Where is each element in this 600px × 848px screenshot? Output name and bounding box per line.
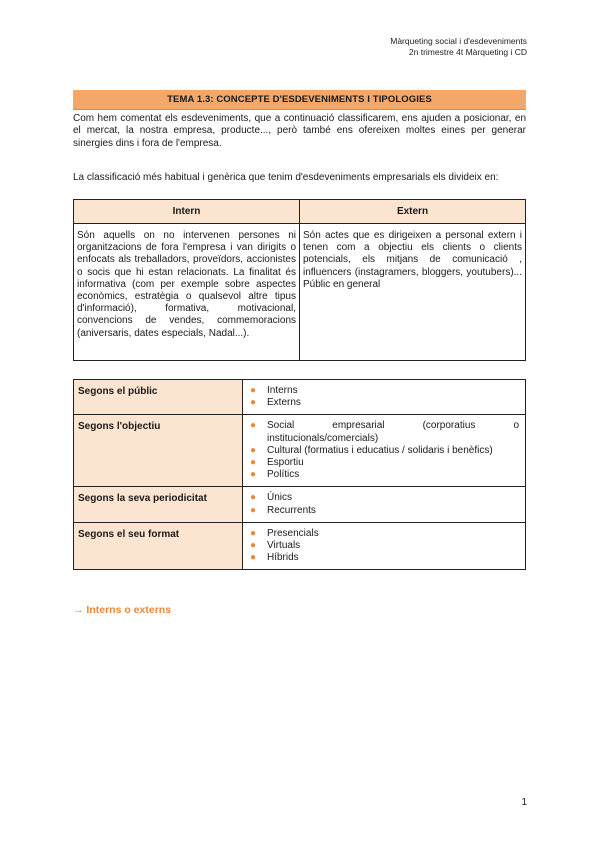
list-item: ● Recurrents [250,504,316,516]
bullet-icon: ● [250,457,257,469]
row-values-periodicity [243,487,526,522]
bullet-icon: ● [250,469,257,481]
list-item: ● Esportiu [250,457,304,469]
row-values-objective [243,415,526,487]
classification-table [73,379,526,570]
cell-intern-description: Són aquells on no intervenen persones ni organitzacions de fora l'empresa i van dirigits o enfocats als treballadors, proveïdors, accionistes o socis que hi estan relacionats. La finalitat és informativa (com per exemple sobre aspectes econòmics, estratègia o qualsevol altre tipus d'informació), formativa, motivacional, convencions de vendes, commemoracions (aniversaris, dates especials, Nadal...). [74,224,300,361]
bullet-icon: ● [250,527,257,539]
section-link-interns-externs[interactable]: → Interns o externs [73,604,172,616]
bullet-icon: ● [250,504,257,516]
list-item: ● Cultural (formatius i educatius / solidaris i benèfics) [250,444,493,456]
bullet-icon: ● [250,552,257,564]
row-label-periodicity: Segons la seva periodicitat [74,487,243,522]
intern-extern-table [73,199,526,361]
intro-paragraph: Com hem comentat els esdeveniments, que a continuació classificarem, ens ajuden a posicionar, en el mercat, la nostra empresa, producte..., però també ens ofereixen moltes eines per generar sinergies dins i fora de l'empresa. [73,113,526,149]
table-row [74,380,526,415]
row-values-public [243,380,526,415]
bullet-icon: ● [250,540,257,552]
list-item: ● Únics [250,492,293,504]
header-extern: Extern [300,200,526,224]
list-item: ● Interns [250,385,298,396]
table-row [74,415,526,487]
row-label-objective: Segons l'objectiu [74,415,243,487]
header-term: 2n trimestre 4t Màrqueting i CD [408,47,527,57]
list-item: ● Social empresarial (corporatius o institucionals/comercials) [250,420,519,444]
table-row [74,522,526,570]
table-row [74,224,526,361]
bullet-icon: ● [250,397,257,409]
list-item: ● Presencials [250,527,319,539]
section-title: TEMA 1.3: CONCEPTE D'ESDEVENIMENTS I TIPOLOGIES [73,90,526,110]
list-item: ● Híbrids [250,552,299,564]
header-intern: Intern [74,200,300,224]
bullet-icon: ● [250,444,257,456]
page-number: 1 [521,797,527,808]
bullet-icon: ● [250,492,257,504]
row-values-format [243,522,526,570]
list-item: ● Virtuals [250,540,301,552]
classification-paragraph: La classificació més habitual i genèrica que tenim d'esdeveniments empresarials els divideix en: [73,172,499,183]
table-row [74,487,526,522]
cell-extern-description: Són actes que es dirigeixen a personal extern i tenen com a objectiu els clients o clients potencials, els mitjans de comunicació , influencers (instagramers, bloggers, youtubers)... Públic en general [300,224,526,361]
bullet-icon: ● [250,385,257,396]
table-header-row [74,200,526,224]
list-item: ● Externs [250,397,301,409]
row-label-public: Segons el públic [74,380,243,415]
page-header [390,36,527,58]
row-label-format: Segons el seu format [74,522,243,570]
bullet-icon: ● [250,420,257,432]
list-item: ● Polítics [250,469,300,481]
header-course: Màrqueting social i d'esdeveniments [390,36,527,46]
